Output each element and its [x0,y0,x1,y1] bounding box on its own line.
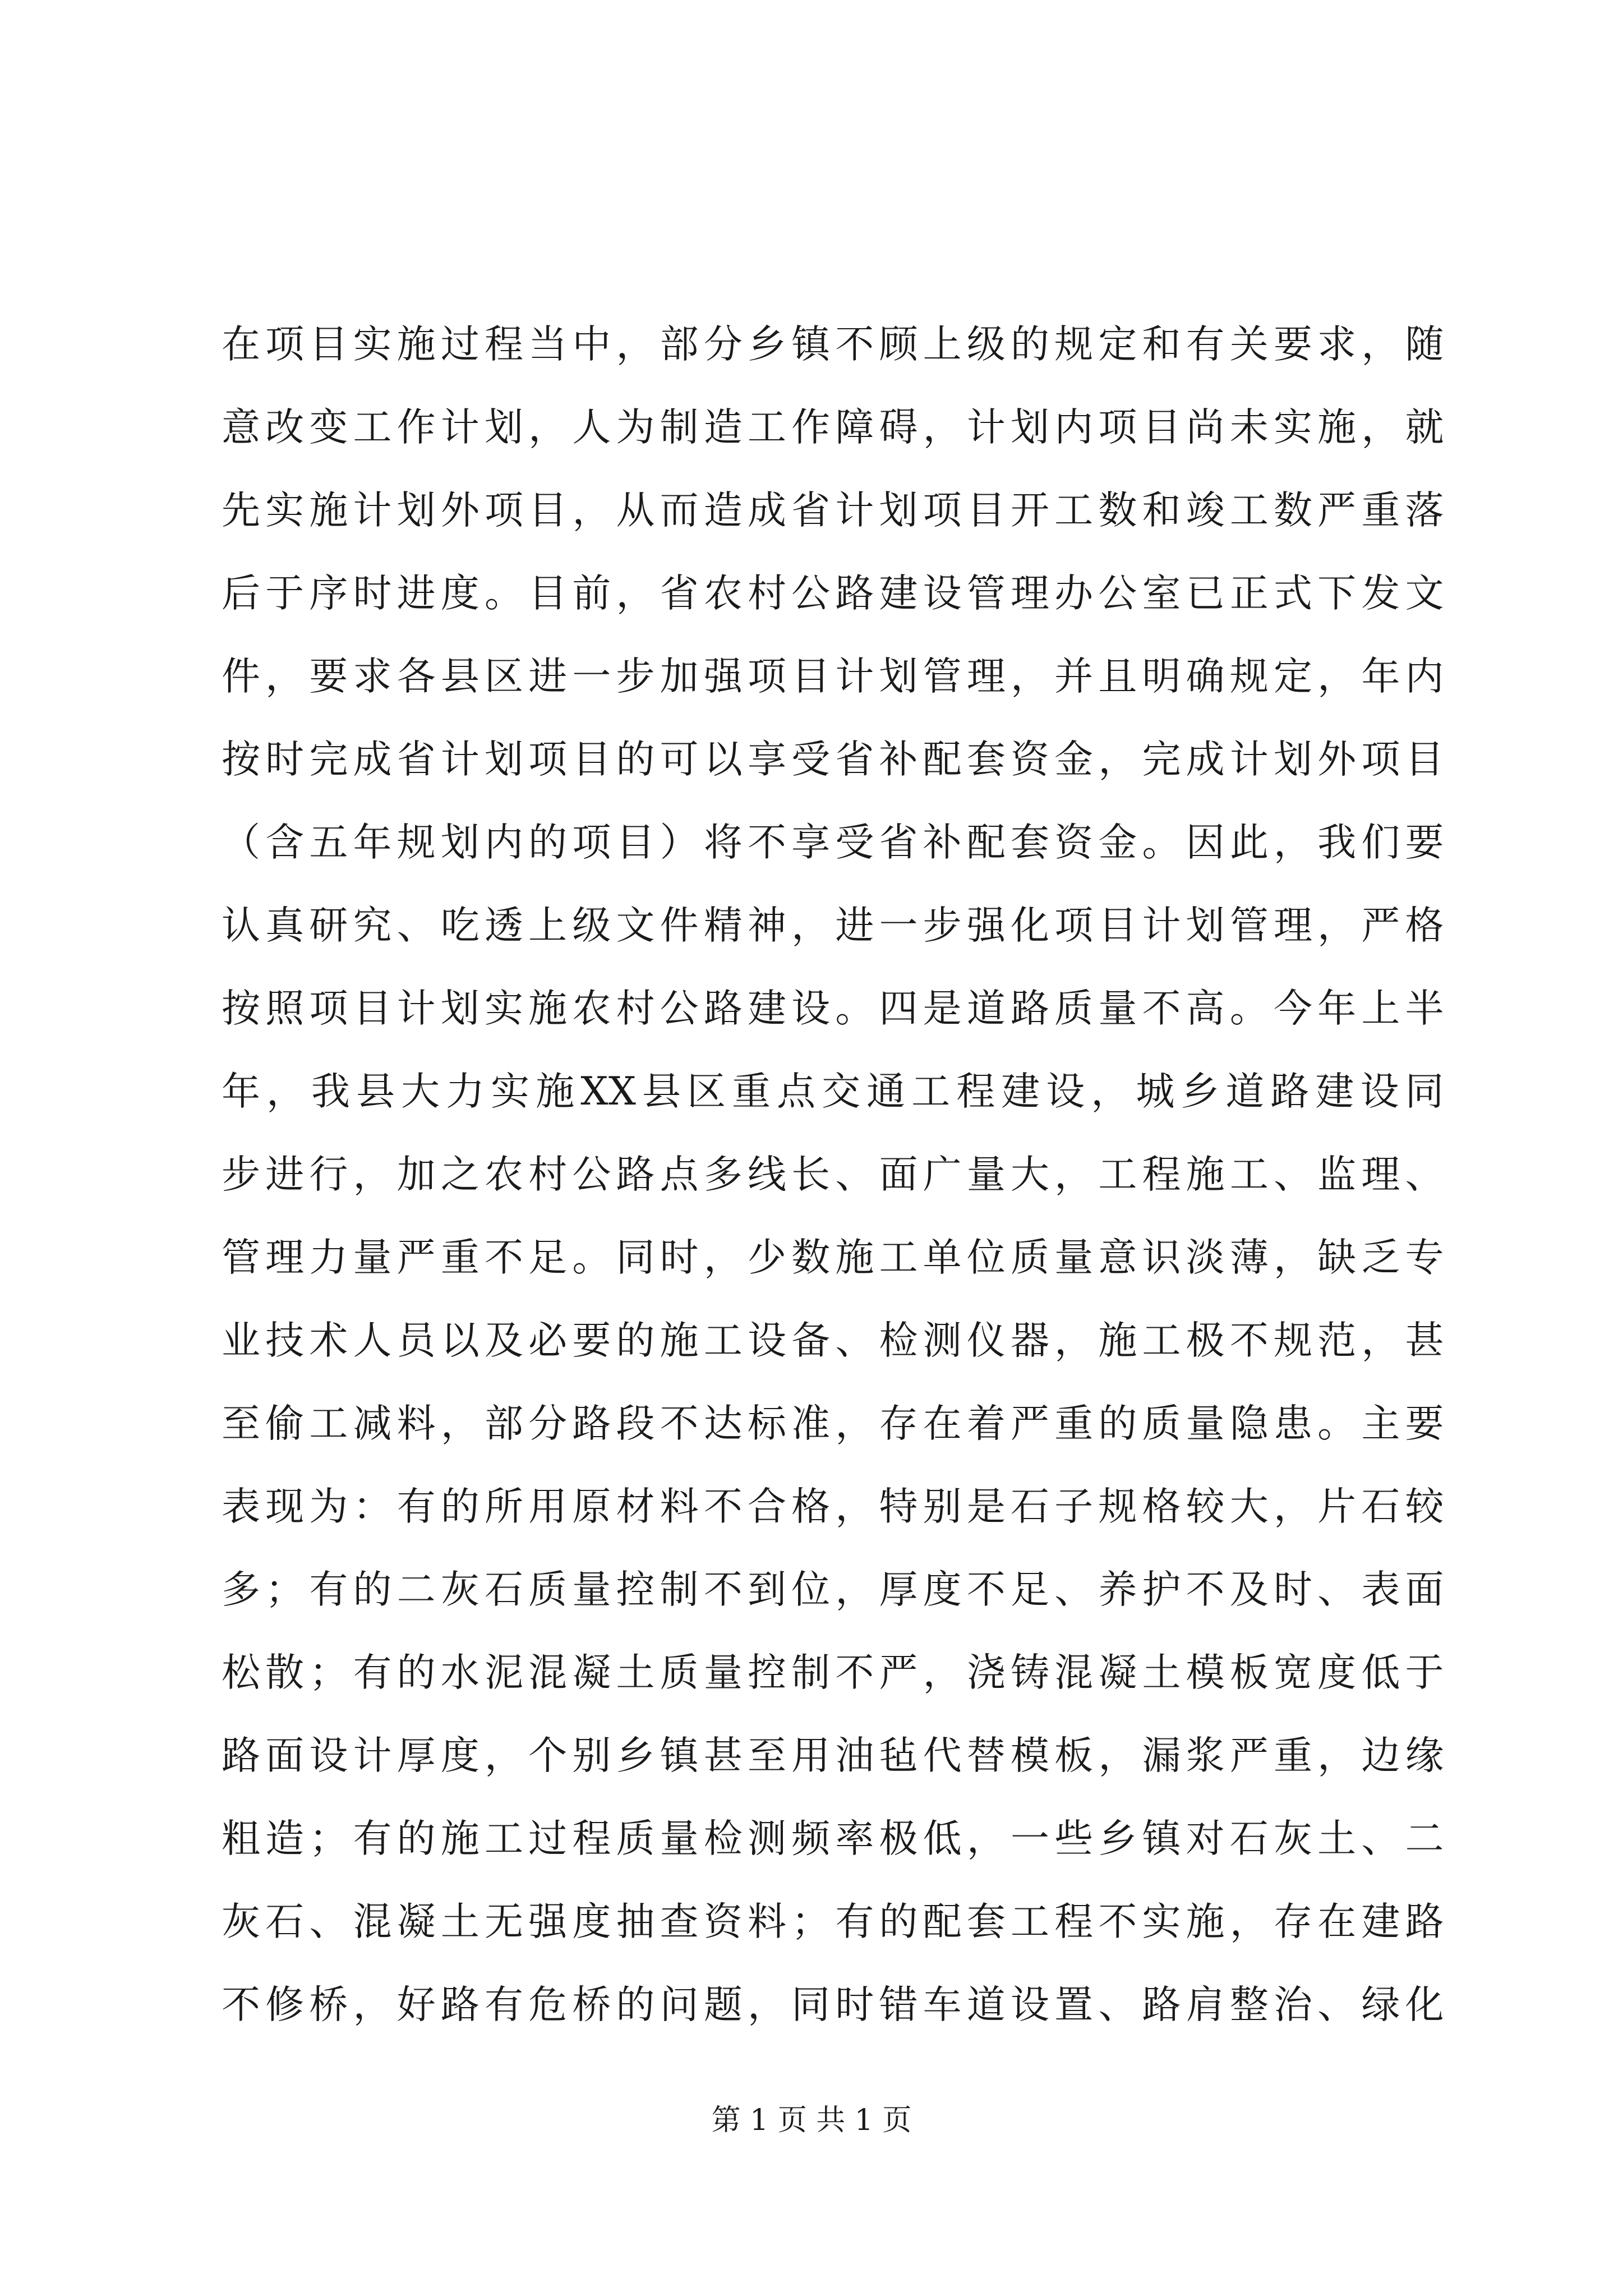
text-line: 表现为：有的所用原材料不合格，特别是石子规格较大，片石较 [222,1484,1444,1529]
text-line: 业技术人员以及必要的施工设备、检测仪器，施工极不规范，甚 [222,1318,1444,1363]
text-line: 意改变工作计划，人为制造工作障碍，计划内项目尚未实施，就 [222,405,1444,450]
text-line: 年，我县大力实施XX县区重点交通工程建设，城乡道路建设同 [222,1069,1444,1114]
text-line: 路面设计厚度，个别乡镇甚至用油毡代替模板，漏浆严重，边缘 [222,1733,1444,1778]
body-paragraph [222,303,1444,2046]
text-line: 管理力量严重不足。同时，少数施工单位质量意识淡薄，缺乏专 [222,1235,1444,1280]
text-line: （含五年规划内的项目）将不享受省补配套资金。因此，我们要 [222,820,1444,865]
text-line: 按时完成省计划项目的可以享受省补配套资金，完成计划外项目 [222,737,1444,782]
text-line: 粗造；有的施工过程质量检测频率极低，一些乡镇对石灰土、二 [222,1816,1444,1861]
text-line: 按照项目计划实施农村公路建设。四是道路质量不高。今年上半 [222,986,1444,1031]
text-line: 在项目实施过程当中，部分乡镇不顾上级的规定和有关要求，随 [222,322,1444,367]
text-line: 灰石、混凝土无强度抽查资料；有的配套工程不实施，存在建路 [222,1899,1444,1944]
page-number-footer: 第 1 页 共 1 页 [711,2104,912,2137]
text-line: 不修桥，好路有危桥的问题，同时错车道设置、路肩整治、绿化 [222,1982,1444,2027]
text-line: 步进行，加之农村公路点多线长、面广量大，工程施工、监理、 [222,1152,1444,1197]
text-line: 先实施计划外项目，从而造成省计划项目开工数和竣工数严重落 [222,488,1444,533]
text-line: 松散；有的水泥混凝土质量控制不严，浇铸混凝土模板宽度低于 [222,1650,1444,1695]
text-line: 多；有的二灰石质量控制不到位，厚度不足、养护不及时、表面 [222,1567,1444,1612]
text-line: 后于序时进度。目前，省农村公路建设管理办公室已正式下发文 [222,571,1444,616]
text-line: 件，要求各县区进一步加强项目计划管理，并且明确规定，年内 [222,654,1444,699]
text-line: 认真研究、吃透上级文件精神，进一步强化项目计划管理，严格 [222,903,1444,948]
text-line: 至偷工减料，部分路段不达标准，存在着严重的质量隐患。主要 [222,1401,1444,1446]
